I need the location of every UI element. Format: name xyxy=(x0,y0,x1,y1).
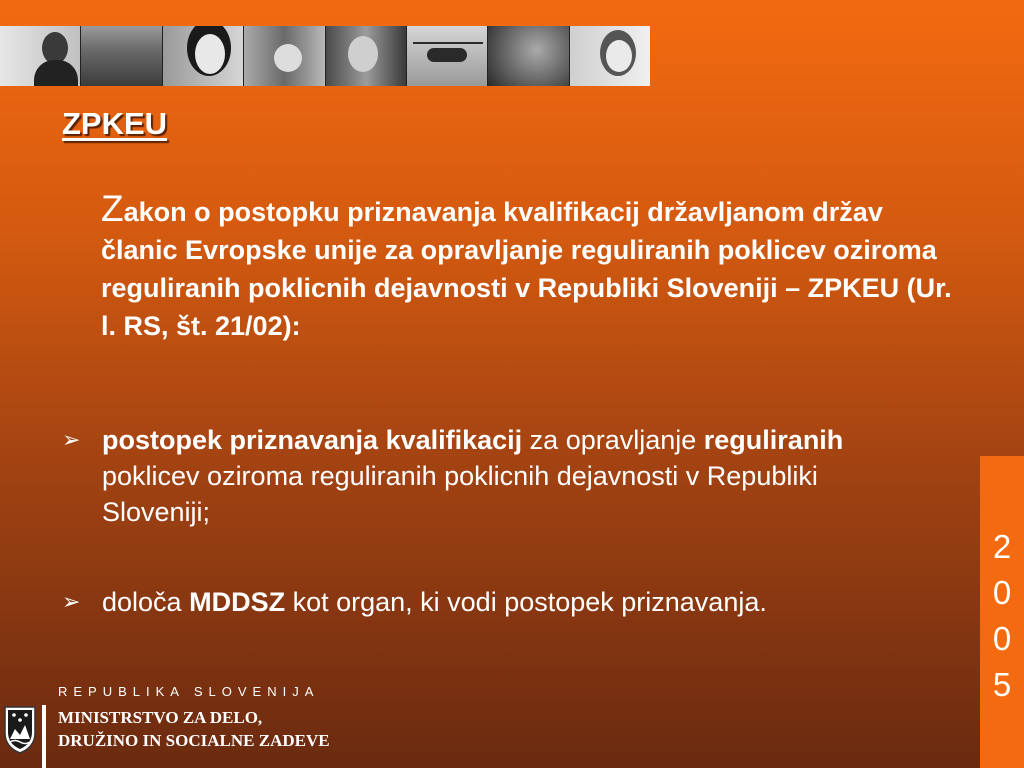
photo-businessman xyxy=(0,26,81,86)
arrow-bullet-icon: ➢ xyxy=(62,589,81,614)
bullet-bold: reguliranih xyxy=(703,425,844,455)
photo-child-playing xyxy=(326,26,407,86)
bullet-item-authority xyxy=(62,584,922,620)
bullet-text xyxy=(102,584,922,620)
bullet-plain: za opravljanje xyxy=(522,425,704,455)
ministry-line: MINISTRSTVO ZA DELO, xyxy=(58,708,263,727)
year-digit: 0 xyxy=(992,574,1012,611)
footer-divider xyxy=(42,705,46,768)
bullet-plain: poklicev oziroma reguliranih poklicnih dejavnosti v Republiki Sloveniji; xyxy=(102,461,818,527)
year-vertical xyxy=(980,524,1024,708)
year-digit: 0 xyxy=(992,620,1012,657)
photo-field xyxy=(81,26,162,86)
bullet-plain: določa xyxy=(102,587,190,617)
footer-ministry xyxy=(58,706,330,752)
bullet-bold: MDDSZ xyxy=(189,587,286,617)
bullet-bold: postopek priznavanja kvalifikacij xyxy=(102,425,523,455)
year-digit: 2 xyxy=(992,528,1012,565)
photo-children xyxy=(244,26,325,86)
year-digit: 5 xyxy=(992,666,1012,703)
photo-helicopter xyxy=(407,26,488,86)
intro-initial: Z xyxy=(101,188,124,229)
intro-paragraph xyxy=(101,190,961,345)
ministry-line: DRUŽINO IN SOCIALNE ZADEVE xyxy=(58,731,330,750)
slide-title: ZPKEU xyxy=(62,106,168,141)
footer-republic: REPUBLIKA SLOVENIJA xyxy=(58,684,320,699)
photo-dots xyxy=(488,26,569,86)
intro-text: akon o postopku priznavanja kvalifikacij državljanom držav članic Evropske unije za opravljanje reguliranih poklicev oziroma reguliranih poklicnih dejavnosti v Republiki Sloveniji – ZPKEU (Ur. l. RS, št. 21/02): xyxy=(101,197,952,341)
photo-woman-phone xyxy=(570,26,650,86)
bullet-item-procedure xyxy=(62,422,922,530)
photo-woman-pen xyxy=(163,26,244,86)
arrow-bullet-icon: ➢ xyxy=(62,427,81,452)
bullet-plain: kot organ, ki vodi postopek priznavanja. xyxy=(285,587,767,617)
photo-strip xyxy=(0,26,650,86)
slovenia-coat-of-arms-icon xyxy=(2,705,38,755)
bullet-text xyxy=(102,422,922,530)
